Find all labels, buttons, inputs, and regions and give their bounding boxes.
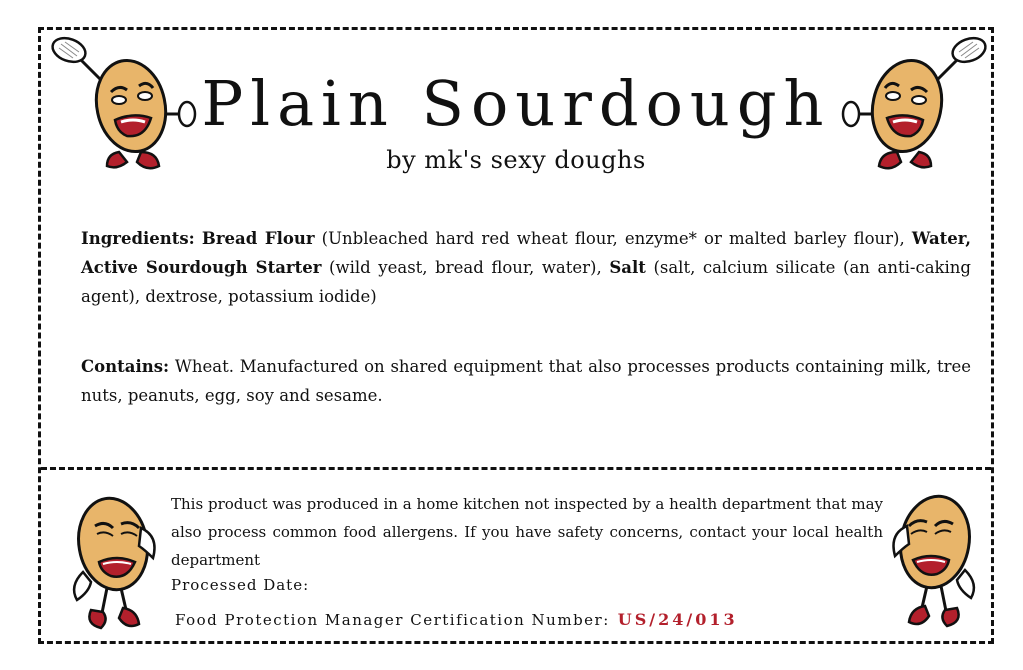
section-divider [41,467,991,470]
food-label [38,27,994,644]
ingredient-name: Water, [911,229,972,248]
bread-mascot-icon [883,486,987,634]
ingredient-detail: (salt, calcium silicate (an anti-caking agent), dextrose, potassium iodide) [81,258,971,306]
bread-mascot-icon [61,488,165,636]
certification-number: US/24/013 [617,610,738,629]
allergen-paragraph [81,352,971,410]
ingredient-name: Salt [609,258,646,277]
ingredient-detail: (wild yeast, bread flour, water), [329,258,602,277]
ingredients-paragraph [81,224,971,311]
ingredient-detail: (Unbleached hard red wheat flour, enzyme* or malted barley flour), [321,229,905,248]
home-kitchen-notice: This product was produced in a home kitchen not inspected by a health department that may also process common food allergens. If you have safety concerns, contact your local health department [171,495,883,569]
contains-label: Contains: [81,357,170,376]
certification-line [175,610,738,629]
brand-subtitle: by mk's sexy doughs [386,146,646,174]
processed-date-label: Processed Date: [171,576,310,594]
certification-label: Food Protection Manager Certification Number: [175,611,610,629]
ingredient-name: Bread Flour [201,229,315,248]
ingredients-label: Ingredients: [81,229,195,248]
contains-text: Wheat. Manufactured on shared equipment that also processes products containing milk, tree nuts, peanuts, egg, soy and sesame. [81,357,972,405]
ingredient-name: Active Sourdough Starter [81,258,322,277]
product-title: Plain Sourdough [201,67,831,140]
